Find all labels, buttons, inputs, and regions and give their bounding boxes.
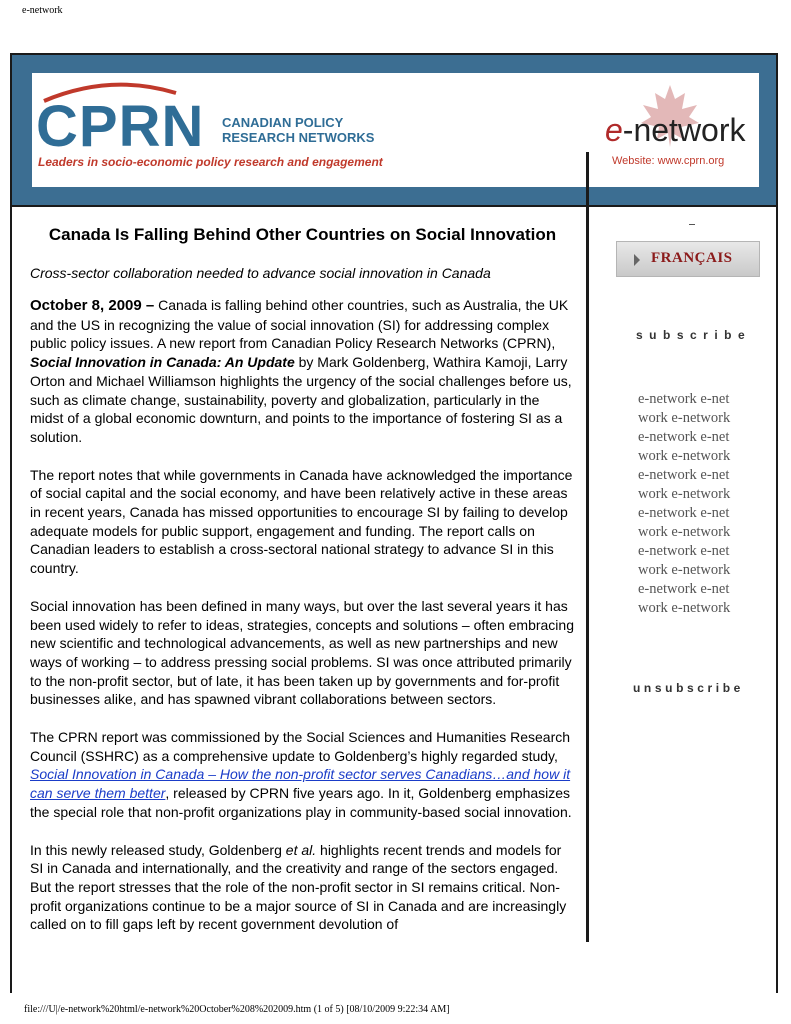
- pattern-line: e-network e-net: [638, 505, 730, 521]
- pattern-line: work e-network: [638, 410, 731, 426]
- paragraph-3: Social innovation has been defined in many ways, but over the last several years it has been used widely to refer to ideas, strategies, concepts and solutions – often embracing new scientific and technological advancements, as well as new partnerships and new ways of working – to address pressing social problems. SI was once attributed primarily to the non-profit sector, but of late, it has been taken up by governments and for-profit businesses alike, and has spawned vibrant collaborations between sectors.: [30, 597, 574, 708]
- report-link[interactable]: Social Innovation in Canada – How the non-profit sector serves Canadians…and how it can serve them better: [30, 766, 571, 802]
- header-logo-panel: [32, 73, 759, 187]
- francais-button[interactable]: [616, 241, 760, 277]
- unsubscribe-link[interactable]: unsubscribe: [633, 681, 744, 695]
- paragraph-4: The CPRN report was commissioned by the Social Sciences and Humanities Research Council (SSHRC) as a comprehensive update to Goldenberg’s highly regarded study, Social Innovation in Canada – How the non-profit sector serves Canadians…and how it can serve them better, released by CPRN five years ago. In it, Goldenberg emphasizes the special role that non-profit organizations play in community-based social innovation.: [30, 729, 572, 820]
- pattern-line: work e-network: [638, 562, 731, 578]
- paragraph-5: In this newly released study, Goldenberg et al. highlights recent trends and models for SI in Canada and internationally, and the creativity and range of the sectors engaged. But the report stresses that the role of the non-profit sector in SI remains critical. Non-profit organizations continue to be a major source of SI in Canada and are increasingly called on to fill gaps left by recent government devolution of: [30, 841, 567, 933]
- column-divider: [586, 152, 589, 942]
- pattern-line: work e-network: [638, 448, 731, 464]
- pattern-line: e-network e-net: [638, 543, 730, 559]
- francais-label: FRANÇAIS: [651, 250, 733, 266]
- article-subtitle: Cross-sector collaboration needed to advance social innovation in Canada: [30, 265, 491, 281]
- paragraph-1: October 8, 2009 – Canada is falling behind other countries, such as Australia, the UK and the US in recognizing the value of social innovation (SI) for addressing complex public policy issues. A new report from Canadian Policy Research Networks (CPRN), Social Innovation in Canada: An Update by Mark Goldenberg, Wathira Kamoji, Larry Orton and Michael Williamson highlights the urgency of the social challenges before us, such as climate change, sustainability, poverty and globalization, particularly in the midst of a global economic downturn, and points to the importance of fostering SI as a solution.: [30, 297, 572, 445]
- cprn-full-name: CANADIAN POLICY RESEARCH NETWORKS: [222, 115, 375, 145]
- file-path-footer: file:///U|/e-network%20html/e-network%20October%208%202009.htm (1 of 5) [08/10/2009 9:22:34 AM]: [24, 1004, 450, 1015]
- subscribe-link[interactable]: subscribe: [636, 328, 752, 342]
- article-headline: Canada Is Falling Behind Other Countries on Social Innovation: [48, 225, 557, 244]
- article-body: [30, 224, 575, 953]
- cprn-tagline: Leaders in socio-economic policy research and engagement: [38, 155, 383, 169]
- pattern-line: e-network e-net: [638, 467, 730, 483]
- divider-tick: [689, 224, 695, 225]
- browser-page-title: e-network: [22, 5, 63, 16]
- pattern-line: work e-network: [638, 524, 731, 540]
- pattern-line: e-network e-net: [638, 429, 730, 445]
- play-arrow-icon: [634, 254, 640, 266]
- pattern-line: e-network e-net: [638, 391, 730, 407]
- pattern-line: work e-network: [638, 486, 731, 502]
- pattern-line: e-network e-net: [638, 581, 730, 597]
- cprn-logo: CPRN: [36, 94, 205, 159]
- website-url: Website: www.cprn.org: [612, 155, 725, 167]
- pattern-line: work e-network: [638, 600, 731, 616]
- e-network-pattern: [638, 390, 768, 618]
- header-banner: [12, 55, 776, 207]
- paragraph-2: The report notes that while governments in Canada have acknowledged the importance of social capital and the social economy, and have been relatively active in these areas in recent years, Canada has missed opportunities to encourage SI by failing to develop adequate models for public support, engagement and funding. The report calls on Canadian leaders to establish a cross-sectoral national strategy to advance SI in this country.: [30, 466, 573, 577]
- e-network-logo: e-network: [605, 112, 746, 148]
